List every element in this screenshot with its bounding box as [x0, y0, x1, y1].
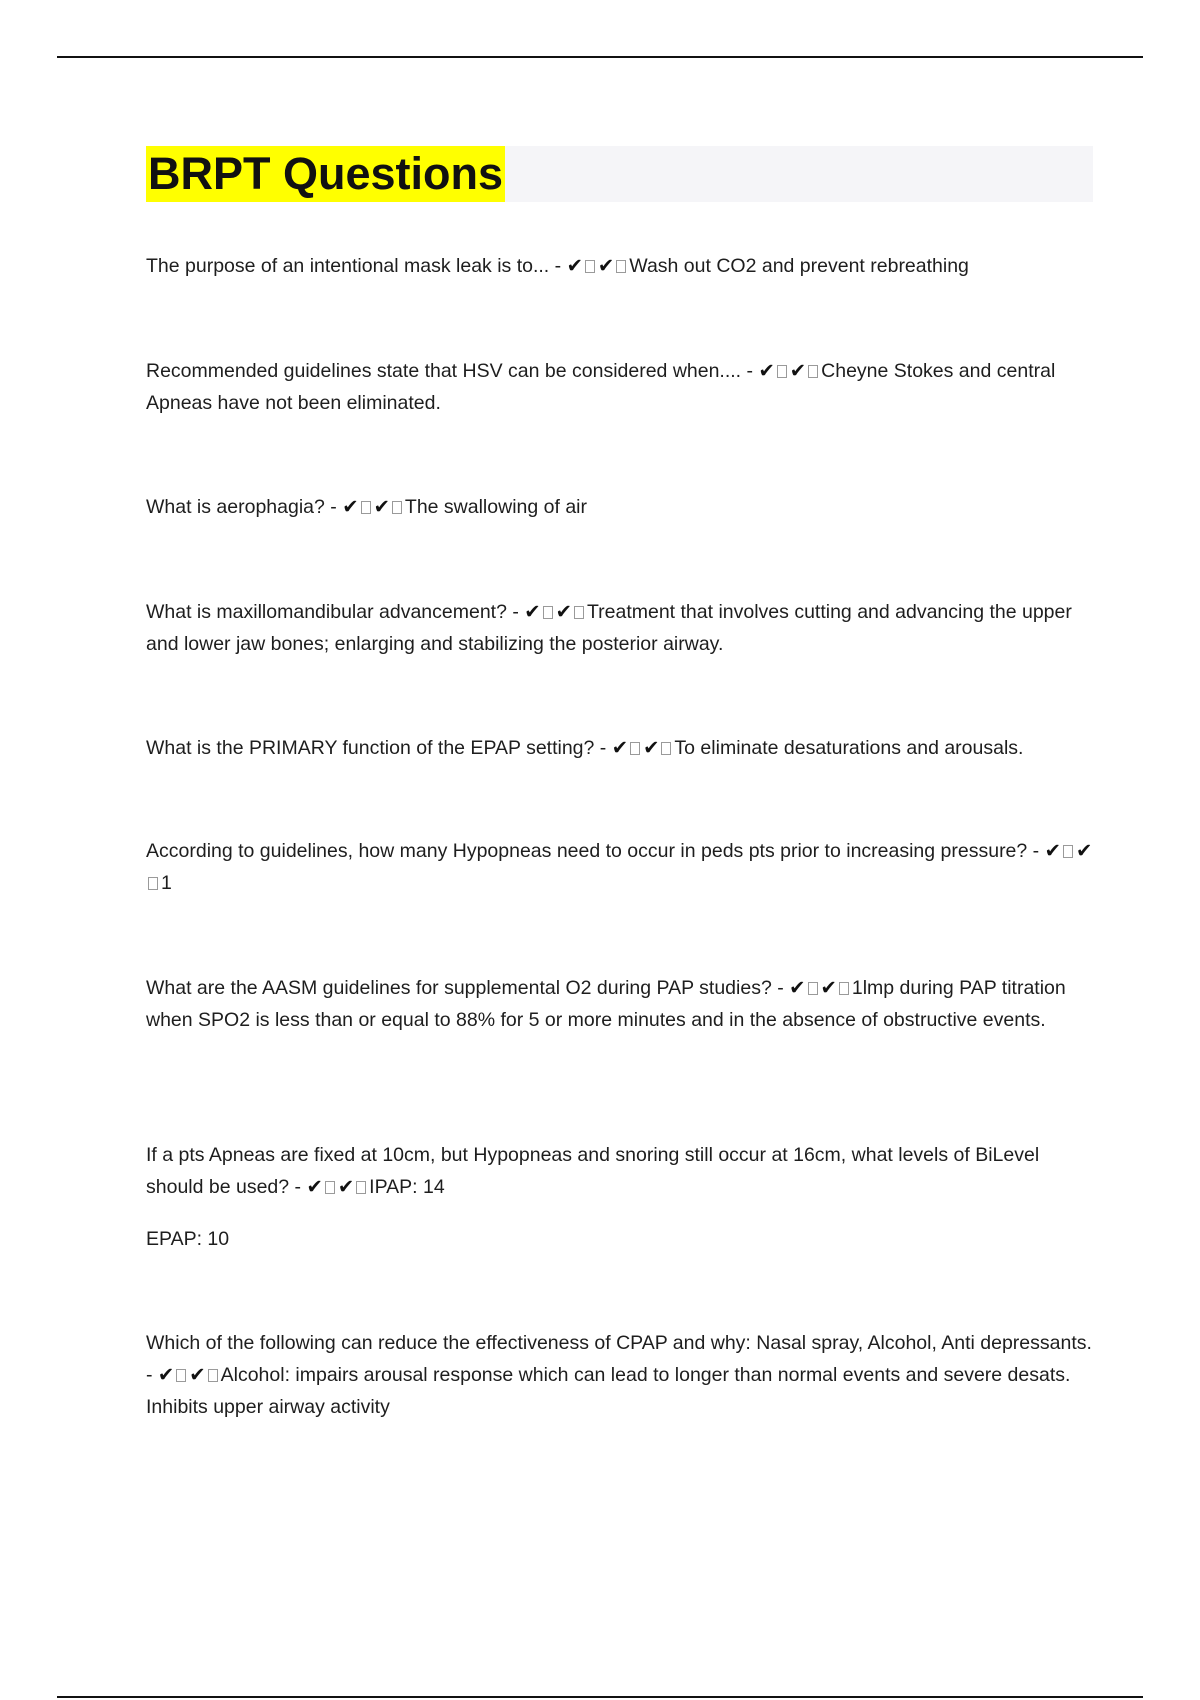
answer-text: Wash out CO2 and prevent rebreathing [629, 255, 969, 277]
flashcard-1 [146, 250, 1096, 282]
answer-text: 1lmp during PAP titration when SPO2 is less than or equal to 88% for 5 or more minutes and in the absence of obstructive events. [146, 977, 1066, 1031]
check-mark-icon: ✔ [789, 359, 807, 382]
flashcard-3 [146, 491, 1096, 523]
check-mark-icon: ✔ [611, 736, 629, 759]
top-rule [57, 56, 1143, 58]
question-text: The purpose of an intentional mask leak is to... [146, 255, 550, 277]
question-text: Which of the following can reduce the effectiveness of CPAP and why: Nasal spray, Alcohol, Anti depressants. [146, 1332, 1092, 1354]
check-mark-icon: ✔ [524, 600, 541, 623]
question-text: If a pts Apneas are fixed at 10cm, but Hypopneas and snoring still occur at 16cm, what levels of BiLevel should be used? [146, 1144, 1040, 1198]
question-text: According to guidelines, how many Hypopneas need to occur in peds pts prior to increasing pressure? [146, 840, 1028, 862]
empty-box-icon [176, 1369, 186, 1382]
answer-text: Treatment that involves cutting and advancing the upper and lower jaw bones; enlarging and stabilizing the posterior airway. [146, 601, 1072, 655]
empty-box-icon [1063, 845, 1073, 858]
answer-text: IPAP: 14 [369, 1176, 445, 1198]
check-mark-icon: ✔ [566, 254, 583, 277]
flashcard-text: According to guidelines, how many Hypopneas need to occur in peds pts prior to increasing pressure? - ✔ ✔1 [146, 839, 1093, 894]
check-mark-icon: ✔ [373, 495, 390, 518]
question-text: What is aerophagia? [146, 496, 325, 518]
check-mark-icon: ✔ [342, 495, 359, 518]
answer-text: Alcohol: impairs arousal response which can lead to longer than normal events and severe desats. Inhibits upper airway activity [146, 1364, 1071, 1418]
check-mark-icon: ✔ [555, 600, 572, 623]
check-mark-icon: ✔ [1044, 839, 1061, 862]
check-mark-icon: ✔ [758, 359, 775, 382]
check-mark-icon: ✔ [643, 736, 660, 759]
flashcard-2 [146, 355, 1096, 419]
empty-box-icon [777, 365, 787, 378]
check-mark-icon: ✔ [597, 254, 615, 277]
flashcard-6 [146, 835, 1096, 899]
flashcard-text: The purpose of an intentional mask leak is to... - ✔ ✔ Wash out CO2 and prevent rebreathing [146, 254, 969, 277]
question-text: What is maxillomandibular advancement? [146, 601, 507, 623]
flashcard-text: If a pts Apneas are fixed at 10cm, but Hypopneas and snoring still occur at 16cm, what levels of BiLevel should be used? - ✔ ✔ IPAP: 14 [146, 1144, 1040, 1198]
bottom-rule [57, 1696, 1143, 1698]
check-mark-icon: ✔ [789, 976, 806, 999]
empty-box-icon [148, 877, 158, 890]
empty-box-icon [574, 606, 584, 619]
check-mark-icon: ✔ [820, 976, 837, 999]
flashcard-7 [146, 972, 1096, 1036]
empty-box-icon [808, 982, 818, 995]
answer-text: Cheyne Stokes and central Apneas have not been eliminated. [146, 360, 1056, 414]
check-mark-icon: ✔ [306, 1175, 323, 1198]
empty-box-icon [616, 260, 626, 273]
empty-box-icon [630, 742, 640, 755]
empty-box-icon [392, 501, 402, 514]
empty-box-icon [808, 365, 818, 378]
flashcard-4 [146, 596, 1096, 660]
answer-extra: EPAP: 10 [146, 1228, 230, 1250]
question-text: What is the PRIMARY function of the EPAP setting? [146, 737, 595, 759]
check-mark-icon: ✔ [337, 1175, 355, 1198]
check-mark-icon: ✔ [1075, 839, 1093, 862]
flashcard-text: Which of the following can reduce the effectiveness of CPAP and why: Nasal spray, Alcohol, Anti depressants. - ✔ ✔ Alcohol: impairs arousal response which can lead to longer than normal events and severe desats. Inhibits upper airway activity [146, 1332, 1092, 1418]
answer-text: 1 [161, 872, 172, 894]
empty-box-icon [661, 742, 671, 755]
empty-box-icon [361, 501, 371, 514]
page-title: BRPT Questions [146, 146, 505, 202]
flashcard-text: What is maxillomandibular advancement? - ✔ ✔ Treatment that involves cutting and advancing the upper and lower jaw bones; enlarging and stabilizing the posterior airway. [146, 600, 1072, 655]
empty-box-icon [585, 260, 595, 273]
flashcard-text: Recommended guidelines state that HSV can be considered when.... - ✔ ✔ Cheyne Stokes and central Apneas have not been eliminated. [146, 359, 1056, 414]
empty-box-icon [208, 1369, 218, 1382]
answer-text: The swallowing of air [404, 496, 587, 518]
check-mark-icon: ✔ [157, 1363, 175, 1386]
flashcard-5 [146, 732, 1096, 764]
question-text: What are the AASM guidelines for supplemental O2 during PAP studies? [146, 977, 772, 999]
check-mark-icon: ✔ [189, 1363, 206, 1386]
flashcard-text: What is aerophagia? - ✔ ✔ The swallowing of air [146, 495, 587, 518]
flashcard-text: What is the PRIMARY function of the EPAP setting? - ✔ ✔ To eliminate desaturations and arousals. [146, 736, 1024, 759]
empty-box-icon [325, 1181, 335, 1194]
empty-box-icon [839, 982, 849, 995]
empty-box-icon [543, 606, 553, 619]
answer-text: To eliminate desaturations and arousals. [674, 737, 1024, 759]
empty-box-icon [356, 1181, 366, 1194]
flashcard-8 [146, 1139, 1096, 1255]
flashcard-9 [146, 1327, 1096, 1423]
question-text: Recommended guidelines state that HSV can be considered when.... [146, 360, 742, 382]
flashcard-text: What are the AASM guidelines for supplemental O2 during PAP studies? - ✔ ✔ 1lmp during PAP titration when SPO2 is less than or equal to 88% for 5 or more minutes and in the absence of obstructive events. [146, 976, 1066, 1031]
